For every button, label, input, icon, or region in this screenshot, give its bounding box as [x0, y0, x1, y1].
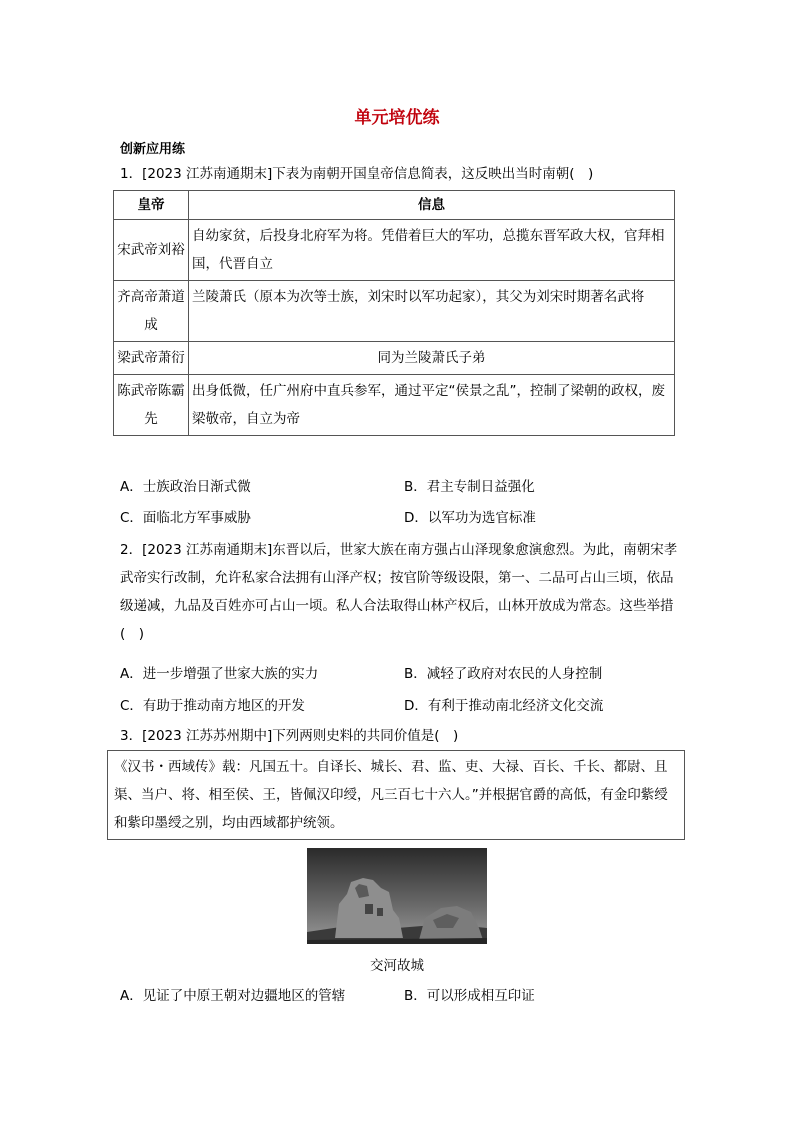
q2-option-b[interactable]: B．减轻了政府对农民的人身控制	[404, 666, 603, 682]
q3-stem: 3．[2023 江苏苏州期中]下列两则史料的共同价值是( )	[120, 728, 459, 744]
q1-option-c[interactable]: C．面临北方军事威胁	[120, 510, 251, 526]
q2-stem: 2．[2023 江苏南通期末]东晋以后，世家大族在南方强占山泽现象愈演愈烈。为此，南朝宋孝武帝实行改制，允许私家合法拥有山泽产权；按官阶等级设限，第一、二品可占山三顷，依品级递减，九品及百姓亦可占山一顷。私人合法取得山林产权后，山林开放成为常态。这些举措( )	[120, 542, 678, 642]
q3-option-a[interactable]: A．见证了中原王朝对边疆地区的管辖	[120, 988, 346, 1004]
table-cell-emperor: 齐高帝萧道成	[114, 281, 189, 342]
emperor-info-table	[113, 190, 675, 436]
page-title: 单元培优练	[354, 108, 440, 128]
q1-stem: 1．[2023 江苏南通期末]下表为南朝开国皇帝信息简表，这反映出当时南朝( )	[120, 166, 594, 182]
q2-option-c[interactable]: C．有助于推动南方地区的开发	[120, 698, 305, 714]
table-row	[114, 220, 675, 281]
q3-quote-box: 《汉书・西域传》载：凡国五十。自译长、城长、君、监、吏、大禄、百长、千长、都尉、且渠、当户、将、相至侯、王，皆佩汉印绶，凡三百七十六人。”并根据官爵的高低，有金印紫绶和紫印墨绶之别，均由西域都护统领。	[107, 750, 685, 840]
photo-caption: 交河故城	[370, 958, 424, 974]
table-cell-info: 同为兰陵萧氏子弟	[189, 342, 675, 375]
table-row	[114, 375, 675, 436]
table-cell-info: 兰陵萧氏（原本为次等士族，刘宋时以军功起家），其父为刘宋时期著名武将	[189, 281, 675, 342]
table-cell-emperor: 梁武帝萧衍	[114, 342, 189, 375]
q1-option-a[interactable]: A．士族政治日渐式微	[120, 479, 251, 495]
table-header-info: 信息	[189, 191, 675, 220]
jiaohe-ruins-photo	[307, 848, 487, 944]
table-cell-emperor: 陈武帝陈霸先	[114, 375, 189, 436]
table-cell-info: 自幼家贫，后投身北府军为将。凭借着巨大的军功，总揽东晋军政大权，官拜相国，代晋自立	[189, 220, 675, 281]
table-cell-emperor: 宋武帝刘裕	[114, 220, 189, 281]
q3-option-b[interactable]: B．可以形成相互印证	[404, 988, 535, 1004]
table-cell-info: 出身低微，任广州府中直兵参军，通过平定“侯景之乱”，控制了梁朝的政权，废梁敬帝，自立为帝	[189, 375, 675, 436]
q2-option-d[interactable]: D．有利于推动南北经济文化交流	[404, 698, 604, 714]
table-row	[114, 281, 675, 342]
q2-option-a[interactable]: A．进一步增强了世家大族的实力	[120, 666, 319, 682]
table-header-row	[114, 191, 675, 220]
table-row	[114, 342, 675, 375]
table-header-emperor: 皇帝	[114, 191, 189, 220]
q1-option-b[interactable]: B．君主专制日益强化	[404, 479, 535, 495]
q1-option-d[interactable]: D．以军功为选官标准	[404, 510, 536, 526]
section-heading: 创新应用练	[120, 142, 186, 157]
